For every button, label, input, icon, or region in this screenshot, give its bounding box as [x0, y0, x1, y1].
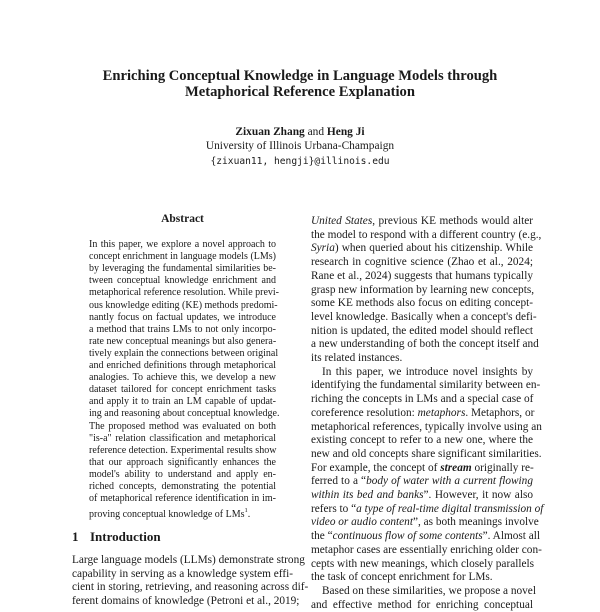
text-line [311, 488, 533, 502]
text-segment: analogies. To achieve this, we develop a new [89, 372, 276, 384]
text-segment: ”, as both meanings involve [412, 516, 539, 529]
footnote-marker: 1 [244, 507, 248, 515]
text-segment: Based on these similarities, we propose a novel [322, 584, 536, 597]
text-line [322, 365, 533, 379]
text-line [89, 396, 276, 408]
text-line [311, 543, 542, 557]
text-line [311, 310, 537, 324]
text-line [89, 263, 276, 275]
text-segment: cient in storing, retrieving, and reasoning across dif- [72, 581, 309, 594]
text-segment: . Metaphors, or [465, 406, 535, 419]
text-segment: rate new conceptual meanings but also genera- [89, 335, 277, 347]
text-line [311, 241, 533, 255]
text-segment: tively explain the connections between original [89, 347, 279, 359]
text-line [311, 570, 533, 584]
text-line [89, 324, 276, 336]
text-segment: the task of concept enrichment for LMs. [311, 571, 493, 584]
text-segment: metaphor cases are essentially enriching older con- [311, 543, 542, 556]
text-segment: a method that trains LMs to not only incorpo- [89, 323, 276, 335]
author-conjunction: and [307, 126, 325, 138]
text-line [89, 239, 276, 251]
text-segment: within its bed and banks [311, 489, 424, 501]
text-segment: level knowledge. Basically when a concept's defi- [311, 310, 537, 323]
text-line [89, 287, 280, 299]
text-segment: proving conceptual knowledge of LMs [89, 508, 245, 520]
text-segment: Rane et al., 2024) suggests that humans typically [311, 269, 533, 282]
text-segment: cepts with new meanings, which closely parallels [311, 557, 535, 570]
author-email: {zixuan11, hengji}@illinois.edu [210, 156, 390, 167]
text-segment: metaphorical references, typically involve using an [311, 420, 542, 433]
text-line [89, 445, 276, 457]
text-line [311, 283, 533, 297]
text-segment: model's ability to understand and apply en- [89, 468, 276, 480]
text-segment: tween conceptual knowledge enrichment and [89, 275, 276, 287]
text-line [89, 421, 276, 433]
text-line [311, 392, 533, 406]
text-segment: stream [440, 461, 472, 474]
author-name: Heng Ji [326, 126, 365, 138]
text-line [311, 255, 533, 269]
text-line [311, 378, 541, 392]
text-segment: ”. Almost all [482, 530, 541, 543]
text-segment: that our approach significantly enhances the [89, 456, 276, 468]
text-line [311, 337, 539, 351]
text-segment: grasp new information by learning new concepts, [311, 283, 535, 296]
text-line [89, 372, 276, 384]
text-segment: the model to respond with a different country (e.g., [311, 228, 542, 241]
text-line [311, 515, 539, 529]
text-line [89, 433, 276, 445]
text-segment: body of water with a current flowing [366, 475, 533, 488]
text-segment: . [247, 508, 251, 520]
text-segment: capability in serving as a knowledge system effi- [72, 567, 293, 580]
text-line [89, 384, 276, 396]
text-line [89, 457, 276, 469]
text-line [311, 529, 541, 543]
text-segment: the “ [311, 530, 333, 543]
text-line [89, 360, 276, 372]
text-segment: The proposed method was evaluated on both [89, 420, 276, 432]
text-line [322, 584, 536, 598]
text-segment: originally re- [471, 461, 534, 474]
text-segment: new and old concepts share significant similarities. [311, 447, 542, 460]
text-segment: coreference resolution: [311, 406, 418, 419]
text-line [89, 251, 276, 263]
text-segment: Syria [311, 242, 335, 255]
text-segment: dataset tailored for concept enrichment tasks [89, 384, 276, 396]
text-segment: Large language models (LLMs) demonstrate strong [72, 554, 305, 566]
text-segment: its related instances. [311, 352, 403, 364]
text-segment: ferent domains of knowledge (Petroni et al., 2019; [72, 594, 300, 607]
text-segment: continuous flow of some contents [332, 530, 483, 543]
text-line [311, 557, 533, 571]
affiliation: University of Illinois Urbana-Champaign [205, 140, 395, 152]
text-segment: nantly focus on factual updates, we introduce [89, 311, 276, 323]
text-segment: video or audio content [311, 516, 413, 529]
section-title: Introduction [90, 529, 161, 544]
text-segment: United States [311, 215, 373, 227]
text-segment: ferred to a “ [311, 475, 367, 488]
text-segment: concept enrichment in language models (LMs) [89, 251, 276, 263]
text-line [311, 420, 542, 434]
text-segment: and enriched definitions through metaphorical [89, 360, 276, 371]
text-line [89, 505, 276, 520]
section-number: 1 [72, 529, 79, 544]
author-line [0, 126, 600, 138]
text-line [311, 447, 542, 461]
text-line [311, 406, 533, 420]
text-line [311, 502, 544, 516]
text-line [311, 461, 533, 475]
text-segment: ing and reasoning about conceptual knowledge. [89, 408, 280, 420]
text-line [311, 214, 533, 228]
text-segment: by leveraging the fundamental similarities be- [89, 263, 276, 275]
text-segment: ) when queried about his citizenship. While [334, 242, 533, 255]
text-line [89, 408, 280, 420]
text-segment: metaphorical reference resolution. While previ- [89, 287, 280, 299]
text-segment: nition is updated, the edited model should reflect [311, 324, 533, 337]
text-line [72, 567, 293, 581]
text-segment: riching the concepts in LMs and a special case of [311, 393, 534, 406]
text-line [89, 481, 276, 493]
paper-title-line-1: Enriching Conceptual Knowledge in Language Models through [102, 68, 498, 84]
text-segment: riched concepts, demonstrating the potential [89, 481, 276, 492]
text-segment: some KE methods also focus on editing concept- [311, 297, 533, 310]
text-segment: In this paper, we explore a novel approach to [89, 239, 276, 250]
text-segment: a type of real-time digital transmission of [356, 502, 544, 515]
text-segment: For example, the concept of [311, 461, 441, 474]
section-heading-introduction [72, 529, 161, 545]
text-line [311, 228, 542, 242]
text-line [311, 269, 533, 283]
text-segment: and effective method for enriching conceptual [311, 598, 533, 611]
text-segment: In this paper, we introduce novel insights by [322, 365, 533, 378]
text-line [311, 433, 533, 447]
text-line [89, 336, 276, 348]
text-line [89, 493, 276, 505]
text-line [311, 474, 533, 488]
text-line [72, 594, 300, 608]
text-segment: identifying the fundamental similarity between en- [311, 379, 541, 392]
paper-title-line-2: Metaphorical Reference Explanation [185, 84, 415, 100]
text-line [89, 275, 276, 287]
text-segment: , previous KE methods would alter [372, 215, 533, 227]
text-segment: research in cognitive science (Zhao et al., 2024; [311, 256, 533, 269]
text-line [72, 553, 305, 567]
text-line [89, 469, 276, 481]
text-segment: "is-a" relation classification and metaphorical [89, 432, 276, 444]
abstract-heading: Abstract [161, 213, 204, 225]
text-line [89, 312, 276, 324]
text-line [311, 324, 533, 338]
text-line [311, 351, 533, 365]
text-line [72, 580, 309, 594]
text-segment: and apply it to train an LM capable of updat- [89, 396, 276, 408]
text-line [89, 347, 279, 360]
text-line [89, 300, 276, 312]
text-line [311, 296, 533, 310]
text-segment: a new understanding of both the concept itself and [311, 338, 539, 351]
text-segment: of metaphorical reference identification in im- [89, 493, 276, 505]
text-segment: ous knowledge editing (KE) methods predomi- [89, 299, 278, 311]
author-name: Zixuan Zhang [235, 126, 305, 138]
text-segment: refers to “ [311, 502, 357, 515]
text-segment: existing concept to refer to a new one, where the [311, 434, 533, 447]
text-segment: ”. However, it now also [423, 489, 533, 501]
text-segment: reference detection. Experimental results show [89, 444, 277, 456]
text-segment: metaphors [417, 406, 466, 419]
